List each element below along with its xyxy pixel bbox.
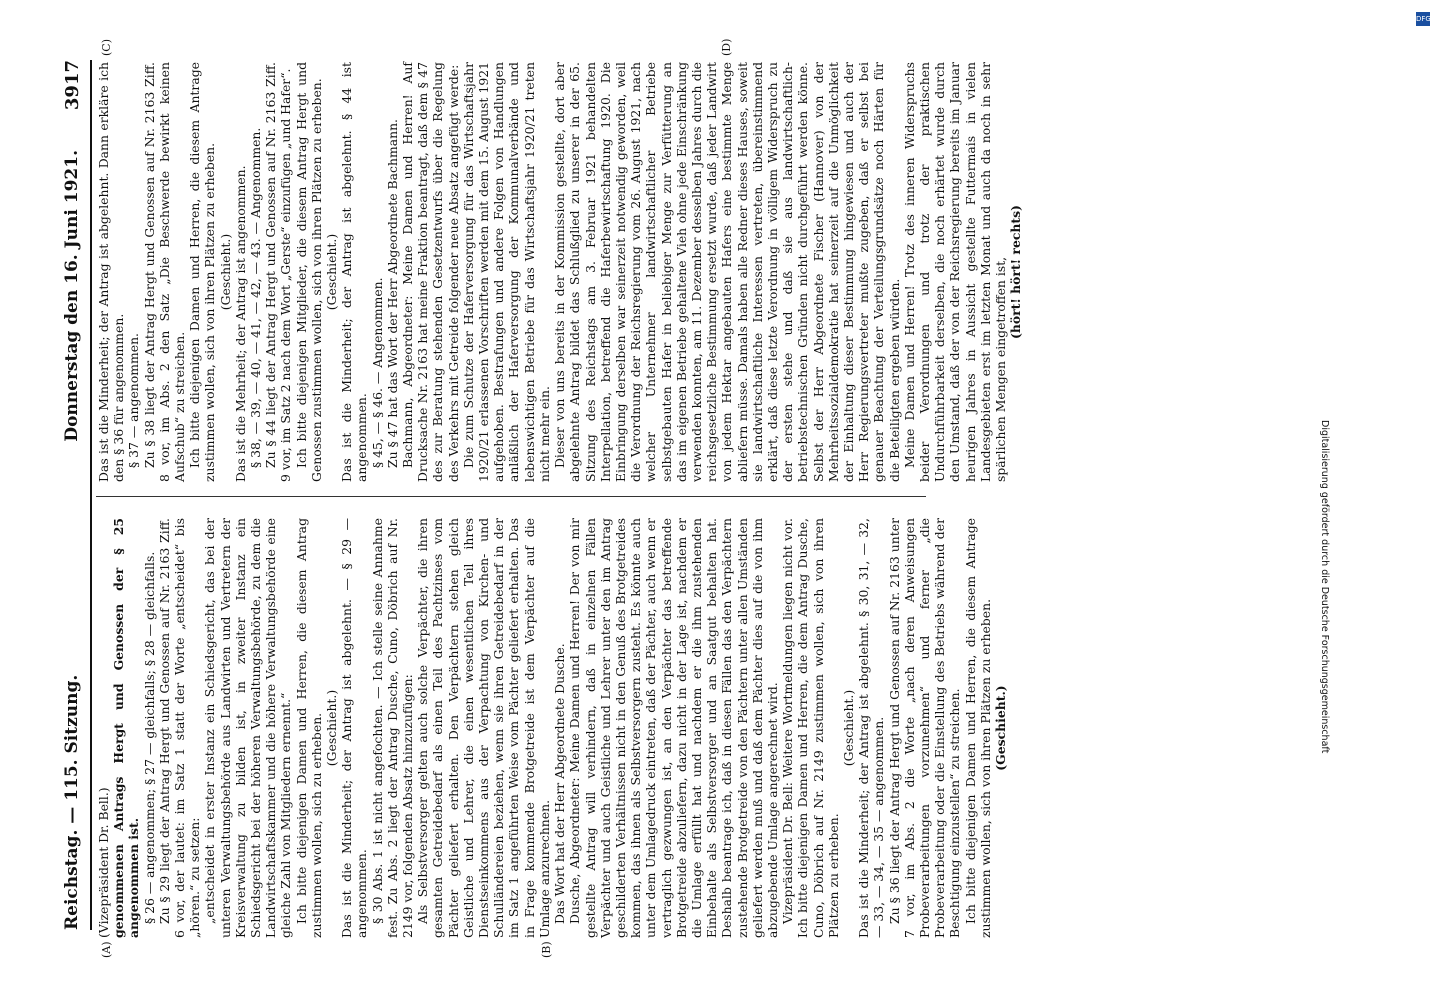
header-left: Reichstag. — 115. Sitzung. bbox=[62, 674, 82, 930]
paragraph: (Geschieht.) bbox=[840, 689, 856, 767]
paragraph: Ich bitte diejenigen Damen und Herren, die diesem Antrag zustimmen wollen, sich zu erheben. bbox=[293, 518, 324, 938]
margin-mark-d: (D) bbox=[720, 38, 733, 56]
paragraph: Dieser von uns bereits in der Kommission gestellte, dort aber abgelehnte Antrag bildet das Schlußglied zu unserer in der 65. Sitzung des Reichstags am 3. Februar 1921 behandelten Interpellation, betreffend die Haferbewirtschaftung 1920. Die Einbringung derselben war seinerzeit notwendig geworden, weil die Verordnung der Reichsregierung vom 26. August 1921, nach welcher Unternehmer landwirtschaftlicher Betriebe selbstgebauten Hafer in beliebiger Menge zur Verfütterung an das im eigenen Betriebe gehaltene Vieh ohne jede Einschränkung verwenden konnten, am 11. Dezember desselben Jahres durch die reichsgesetzliche Bestimmung ersetzt wurde, daß jeder Landwirt von jedem Hektar angebauten Hafers eine bestimmte Menge abliefern müsse. Damals haben alle Redner dieses Hauses, soweit sie landwirtschaftliche Interessen vertreten, übereinstimmend erklärt, daß diese letzte Verordnung in völligem Widerspruch zu der ersten stehe und daß sie aus landwirtschaftlich-betriebstechnischen Gründen nicht durchgeführt werden könne. Selbst der Herr Abgeordnete Fischer (Hannover) von der Mehrheitssozialdemokratie hat seinerzeit auf die Unmöglichkeit der Einhaltung dieser Bestimmung hingewiesen und auch der Herr Regierungsvertreter mußte zugeben, daß er selbst bei genauer Beachtung der Verteilungsgrundsätze noch Härten für die Beteiligten ergeben würden. bbox=[552, 62, 902, 482]
paragraph: § 45, — § 46. — Angenommen. bbox=[369, 277, 385, 468]
paragraph: (Vizepräsident Dr. Bell.) bbox=[96, 787, 111, 938]
paragraph: Zu § 47 hat das Wort der Herr Abgeordnete Bachmann. bbox=[384, 119, 400, 468]
paragraph: Zu § 36 liegt der Antrag Hergt und Genossen auf Nr. 2163 unter 7 vor, im Abs. 2 die Worte „nach deren Anweisungen Probeverarbeitungen vorzunehmen“ und ferner „die Probeverarbeitung oder die Einstellung des Betriebs während der Beschtigung einzustellen“ zu streichen. bbox=[886, 518, 963, 938]
header-rule bbox=[90, 60, 92, 930]
paragraph: Ich bitte diejenigen Damen und Herren, die diesem Antrage zustimmen wollen, sich von ihren Plätzen zu erheben. bbox=[962, 518, 993, 938]
paragraph: Das ist die Minderheit; der Antrag ist abgelehnt. — § 29 — angenommen. bbox=[339, 518, 370, 938]
paragraph: Die zum Schutze der Haferversorgung für das Wirtschaftsjahr 1920/21 erlassenen Vorschriften werden mit dem 15. August 1921 aufgehoben. Bestrafungen und andere Folgen von Handlungen anläßlich der Haferversorgung der Kommunalverbände und lebenswichtigen Betriebe für das Wirtschaftsjahr 1920/21 treten nicht mehr ein. bbox=[460, 62, 552, 482]
margin-mark-a: (A) bbox=[100, 941, 113, 958]
column-left bbox=[96, 518, 1008, 938]
paragraph: Dusche, Abgeordneter: Meine Damen und Herren! Der von mir gestellte Antrag will verhindern, daß in einzelnen Fällen Verpächter und auch Geistliche und Lehrer unter den im Antrag geschilderten Verhältnissen nicht in den Genuß des Brotgetreides kommen, das ihnen als Selbstversorgern zusteht. Es könnte auch unter dem Umlagedruck eintreten, daß der Pächter, auch wenn er vertraglich gezwungen ist, an den Verpächter das betreffende Brotgetreide abzuliefern, dazu nicht in der Lage ist, nachdem er die Umlage erfüllt hat und nachdem er die ihm zustehenden Einbehalte als Selbstversorger und an Saatgut behalten hat. Deshalb beantrage ich, daß in diesen Fällen das den Verpächtern zustehende Brotgetreide von den Pächtern unter allen Umständen geliefert werden muß und daß dem Pächter dies auf die von ihm abzugebende Umlage angerechnet wird. bbox=[567, 518, 780, 938]
paragraph: Das Wort hat der Herr Abgeordnete Dusche. bbox=[552, 643, 568, 924]
margin-mark-c: (C) bbox=[100, 39, 113, 56]
paragraph: (Geschieht.) bbox=[324, 233, 340, 311]
header-right: Donnerstag den 16. Juni 1921. bbox=[62, 150, 82, 442]
paragraph: (Geschieht.) bbox=[992, 685, 1008, 771]
paragraph: (Geschieht.) bbox=[324, 689, 340, 767]
paragraph: § 26 — angenommen; § 27 — gleichfalls; § 28 — gleichfalls. bbox=[141, 551, 157, 924]
paragraph: Zu § 44 liegt der Antrag Hergt und Genossen auf Nr. 2163 Ziff. 9 vor, im Satz 2 nach dem Wort „Gerste“ einzufügen „und Hafer“. bbox=[263, 62, 294, 482]
paragraph: Zu § 29 liegt der Antrag Hergt und Genossen auf Nr. 2163 Ziff. 6 vor, der lautet: im Satz 1 statt der Worte „entscheidet“ bis „hören.“ zu setzen: bbox=[156, 518, 203, 938]
paragraph: Als Selbstversorger gelten auch solche Verpächter, die ihren gesamten Getreidebedarf als einen Teil des Pachtzinses vom Pächter geliefert erhalten. Den Verpächtern stehen gleich Geistliche und Lehrer, die einen wesentlichen Teil ihres Dienstseinkommens aus der Verpachtung von Kirchen- und Schulländereien beziehen, wenn sie ihren Getreidebedarf in der im Satz 1 angeführten Weise vom Pächter geliefert erhalten. Das in Frage kommende Brotgetreide ist dem Verpächter auf die Umlage anzurechnen. bbox=[415, 518, 552, 938]
page-header bbox=[62, 60, 86, 930]
paragraph: Ich bitte diejenigen Damen und Herren, die diesem Antrage zustimmen wollen, sich von ihren Plätzen zu erheben. bbox=[187, 62, 218, 482]
paragraph: (hört! hört! rechts) bbox=[1008, 205, 1024, 339]
paragraph: § 38, — 39, — 40, — 41, — 42, — 43. — Angenommen. bbox=[248, 127, 264, 468]
paragraph: Ich bitte diejenigen Mitglieder, die diesem Antrag Hergt und Genossen zustimmen wollen, sich von ihren Plätzen zu erheben. bbox=[293, 62, 324, 482]
page-number: 3917 bbox=[62, 60, 83, 111]
paragraph: Das ist die Minderheit; der Antrag ist abgelehnt. Dann erkläre ich den § 36 für angenommen. bbox=[96, 62, 127, 482]
paragraph: (Geschieht.) bbox=[217, 233, 233, 311]
paragraph: § 37 — angenommen. bbox=[126, 333, 142, 468]
dfg-logo: DFG bbox=[1416, 12, 1430, 26]
column-right bbox=[96, 62, 1023, 482]
paragraph: Meine Damen und Herren! Trotz des inneren Widerspruchs beider Verordnungen und trotz der praktischen Undurchführbarkeit derselben, die noch erhärtet wurde durch den Umstand, daß der von der Reichsregierung bereits im Januar heurigen Jahres in Aussicht gestellte Futtermais in vielen Landesgebieten erst im letzten Monat und auch da noch in sehr spärlichen Mengen eingetroffen ist, bbox=[901, 62, 1008, 482]
margin-mark-b: (B) bbox=[540, 941, 553, 958]
paragraph: „entscheidet in erster Instanz ein Schiedsgericht, das bei der unteren Verwaltungsbehörde aus Landwirten und Vertretern der Kreisverwaltung zu bilden ist, in zweiter Instanz ein Schiedsgericht bei der höheren Verwaltungsbehörde, zu dem die Landwirtschaftskammer und die höhere Verwaltungsbehörde eine gleiche Zahl von Mitgliedern ernennt.“ bbox=[202, 518, 294, 938]
paragraph: Zu § 38 liegt der Antrag Hergt und Genossen auf Nr. 2163 Ziff. 8 vor, im Abs. 2 den Satz „Die Beschwerde bewirkt keinen Aufschub“ zu streichen. bbox=[141, 62, 188, 482]
paragraph: Das ist die Mehrheit; der Antrag ist angenommen. bbox=[232, 165, 248, 482]
paragraph: Vizepräsident Dr. Bell: Weitere Wortmeldungen liegen nicht vor. Ich bitte diejenigen Damen und Herren, die dem Antrag Dusche, Cuno, Döbrich auf Nr. 2149 zustimmen wollen, sich von ihren Plätzen zu erheben. bbox=[780, 518, 841, 938]
paragraph: Das ist die Minderheit; der Antrag ist abgelehnt. § 44 ist angenommen. bbox=[339, 62, 370, 482]
column-separator bbox=[96, 496, 926, 497]
paragraph: Bachmann, Abgeordneter: Meine Damen und Herren! Auf Drucksache Nr. 2163 hat meine Fraktion beantragt, daß dem § 47 des zur Beratung stehenden Gesetzentwurfs über die Regelung des Verkehrs mit Getreide folgender neue Absatz angefügt werde: bbox=[400, 62, 461, 482]
paragraph: § 30 Abs. 1 ist nicht angefochten. — Ich stelle seine Annahme fest. Zu Abs. 2 liegt der Antrag Dusche, Cuno, Döbrich auf Nr. 2149 vor, folgenden Absatz hinzuzufügen: bbox=[369, 518, 416, 938]
paragraph: genommenen Antrags Hergt und Genossen der § 25 angenommen ist. bbox=[111, 518, 142, 938]
paragraph: Das ist die Minderheit; der Antrag ist abgelehnt. § 30, 31, — 32, — 33, — 34, — 35 — angenommen. bbox=[856, 518, 887, 938]
digitization-note: Digitalisierung gefördert durch die Deutsche Forschungsgemeinschaft bbox=[1319, 420, 1330, 754]
